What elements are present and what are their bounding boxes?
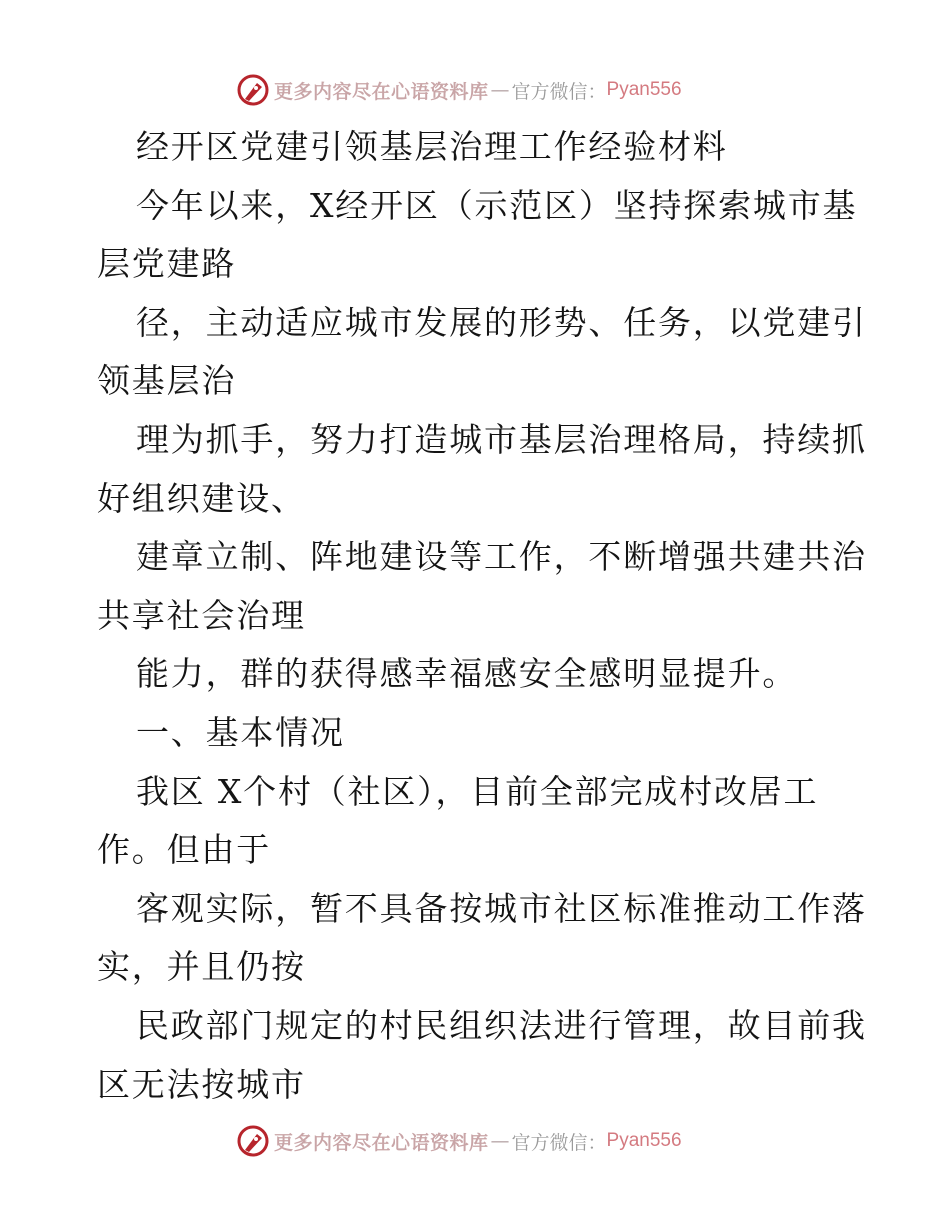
watermark-wechat-label: 官方微信： — [511, 80, 607, 103]
body-line: 理为抓手，努力打造城市基层治理格局，持续抓 — [136, 419, 867, 459]
watermark-text: 更多内容尽在心语资料库 — [274, 1131, 489, 1154]
body-line: 客观实际，暂不具备按城市社区标准推动工作落 — [136, 888, 867, 928]
header-watermark — [236, 72, 682, 108]
pen-nib-circle-icon — [236, 73, 270, 107]
watermark-wechat-id: Pyan556 — [606, 79, 682, 100]
pen-nib-circle-icon — [236, 1124, 270, 1158]
body-line: 建章立制、阵地建设等工作，不断增强共建共治 — [136, 537, 867, 577]
footer-watermark — [236, 1123, 682, 1159]
body-line: 作。但由于 — [97, 830, 271, 870]
body-line: 今年以来，X经开区（示范区）坚持探索城市基 — [136, 185, 858, 225]
watermark-wechat-label: 官方微信： — [511, 1131, 607, 1154]
body-line: 区无法按城市 — [97, 1064, 306, 1104]
body-line: 径，主动适应城市发展的形势、任务，以党建引 — [136, 302, 867, 342]
body-line: 层党建路 — [97, 244, 237, 284]
watermark-wechat-id: Pyan556 — [606, 1130, 682, 1151]
watermark-dash: — — [490, 1130, 510, 1152]
section-heading: 一、基本情况 — [136, 712, 345, 752]
document-body — [97, 118, 867, 1114]
body-line: 我区 X个村（社区），目前全部完成村改居工 — [136, 771, 819, 811]
body-line: 领基层治 — [97, 361, 237, 401]
body-line: 好组织建设、 — [97, 478, 306, 518]
body-line: 民政部门规定的村民组织法进行管理，故目前我 — [136, 1005, 867, 1045]
watermark-text: 更多内容尽在心语资料库 — [274, 80, 489, 103]
body-line: 实，并且仍按 — [97, 947, 306, 987]
document-title: 经开区党建引领基层治理工作经验材料 — [136, 127, 728, 166]
body-line: 共享社会治理 — [97, 595, 306, 635]
watermark-dash: — — [490, 79, 510, 101]
body-line: 能力，群的获得感幸福感安全感明显提升。 — [136, 654, 798, 694]
